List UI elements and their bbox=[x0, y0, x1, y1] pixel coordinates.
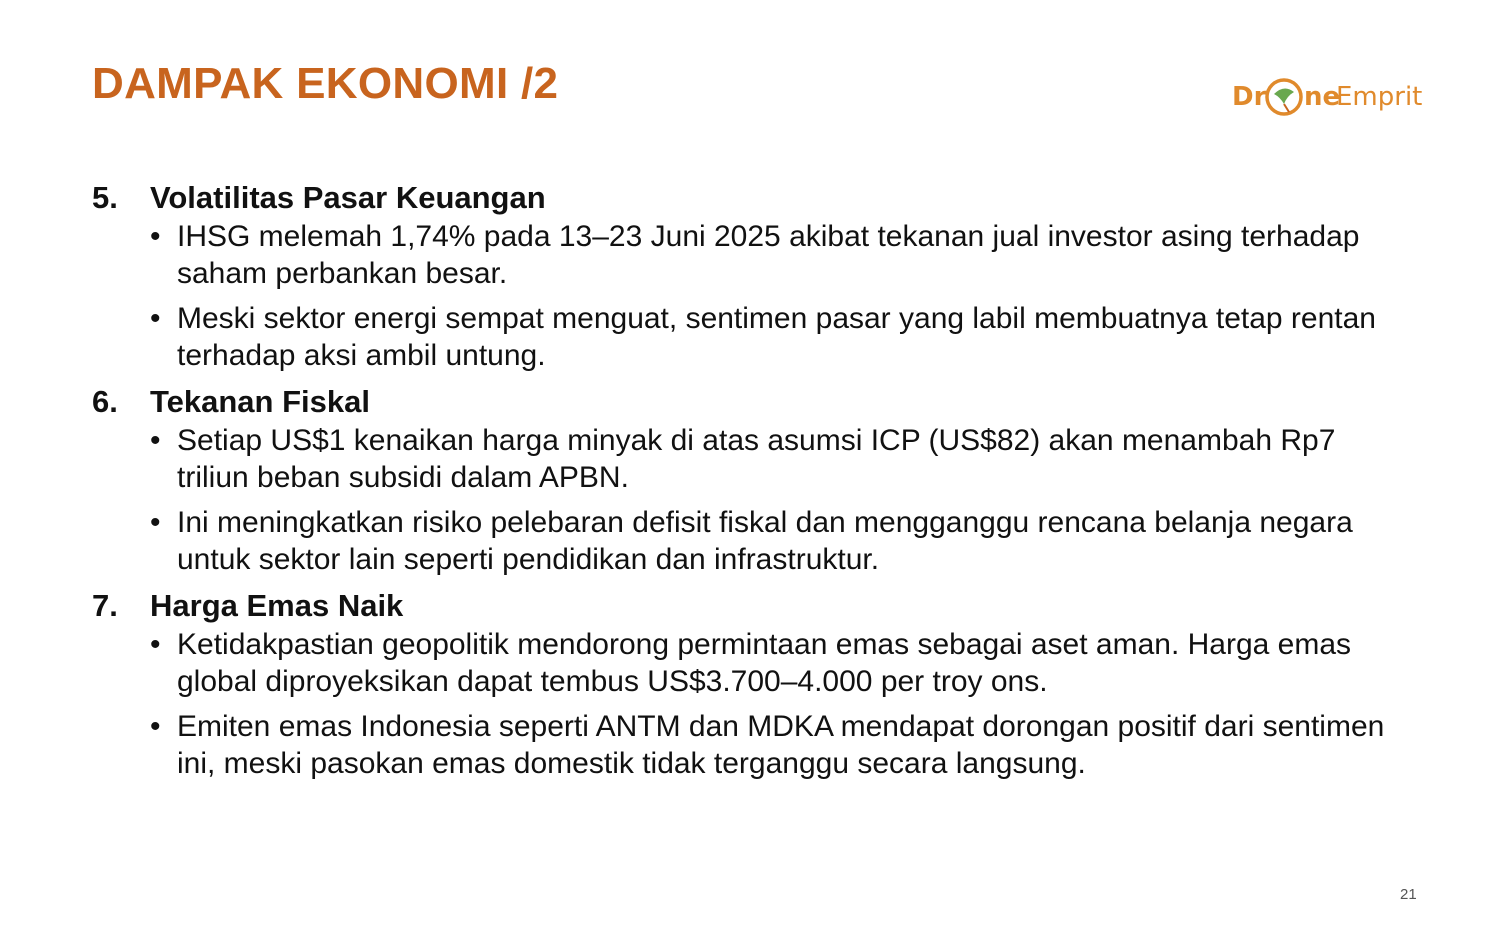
list-item bbox=[150, 504, 1412, 578]
bullet-list bbox=[92, 218, 1412, 374]
section-heading-text: Harga Emas Naik bbox=[150, 588, 404, 623]
logo-text-right: Emprit bbox=[1336, 82, 1423, 112]
section-number: 5. bbox=[92, 180, 118, 215]
bullet-marker: • bbox=[150, 220, 161, 253]
logo-text-left: Dr bbox=[1232, 82, 1267, 112]
list-item bbox=[150, 708, 1412, 782]
bullet-text: IHSG melemah 1,74% pada 13–23 Juni 2025 akibat tekanan jual investor asing terhadap saham perbankan besar. bbox=[177, 220, 1360, 290]
bullet-marker: • bbox=[150, 424, 161, 457]
bullet-marker: • bbox=[150, 710, 161, 743]
section-heading-text: Tekanan Fiskal bbox=[150, 384, 370, 419]
logo-text-mid: ne bbox=[1304, 82, 1341, 112]
drone-emprit-logo bbox=[1232, 72, 1436, 122]
section-heading bbox=[92, 586, 1412, 626]
bullet-text: Ini meningkatkan risiko pelebaran defisit fiskal dan mengganggu rencana belanja negara untuk sektor lain seperti pendidikan dan infrastruktur. bbox=[177, 506, 1353, 576]
bullet-text: Emiten emas Indonesia seperti ANTM dan MDKA mendapat dorongan positif dari sentimen ini, meski pasokan emas domestik tidak terganggu secara langsung. bbox=[177, 710, 1385, 780]
section-harga-emas bbox=[92, 586, 1412, 782]
bullet-marker: • bbox=[150, 628, 161, 661]
bullet-text: Ketidakpastian geopolitik mendorong permintaan emas sebagai aset aman. Harga emas global diproyeksikan dapat tembus US$3.700–4.000 per troy ons. bbox=[177, 628, 1352, 698]
list-item bbox=[150, 218, 1412, 292]
section-tekanan-fiskal bbox=[92, 382, 1412, 578]
logo-bird-icon bbox=[1274, 88, 1294, 104]
list-item bbox=[150, 422, 1412, 496]
section-heading bbox=[92, 178, 1412, 218]
drone-emprit-logo-graphic bbox=[1232, 72, 1436, 122]
section-heading-text: Volatilitas Pasar Keuangan bbox=[150, 180, 546, 215]
section-number: 7. bbox=[92, 588, 118, 623]
bullet-marker: • bbox=[150, 302, 161, 335]
bullet-marker: • bbox=[150, 506, 161, 539]
bullet-text: Setiap US$1 kenaikan harga minyak di atas asumsi ICP (US$82) akan menambah Rp7 triliun beban subsidi dalam APBN. bbox=[177, 424, 1336, 494]
logo-bird-tail-icon bbox=[1284, 104, 1289, 112]
bullet-text: Meski sektor energi sempat menguat, sentimen pasar yang labil membuatnya tetap rentan terhadap aksi ambil untung. bbox=[177, 302, 1376, 372]
slide-title: DAMPAK EKONOMI /2 bbox=[92, 59, 559, 108]
list-item bbox=[150, 300, 1412, 374]
section-heading bbox=[92, 382, 1412, 422]
bullet-list bbox=[92, 422, 1412, 578]
page-number: 21 bbox=[1400, 886, 1417, 903]
section-number: 6. bbox=[92, 384, 118, 419]
bullet-list bbox=[92, 626, 1412, 782]
section-volatilitas bbox=[92, 178, 1412, 374]
slide-content bbox=[92, 178, 1412, 790]
list-item bbox=[150, 626, 1412, 700]
